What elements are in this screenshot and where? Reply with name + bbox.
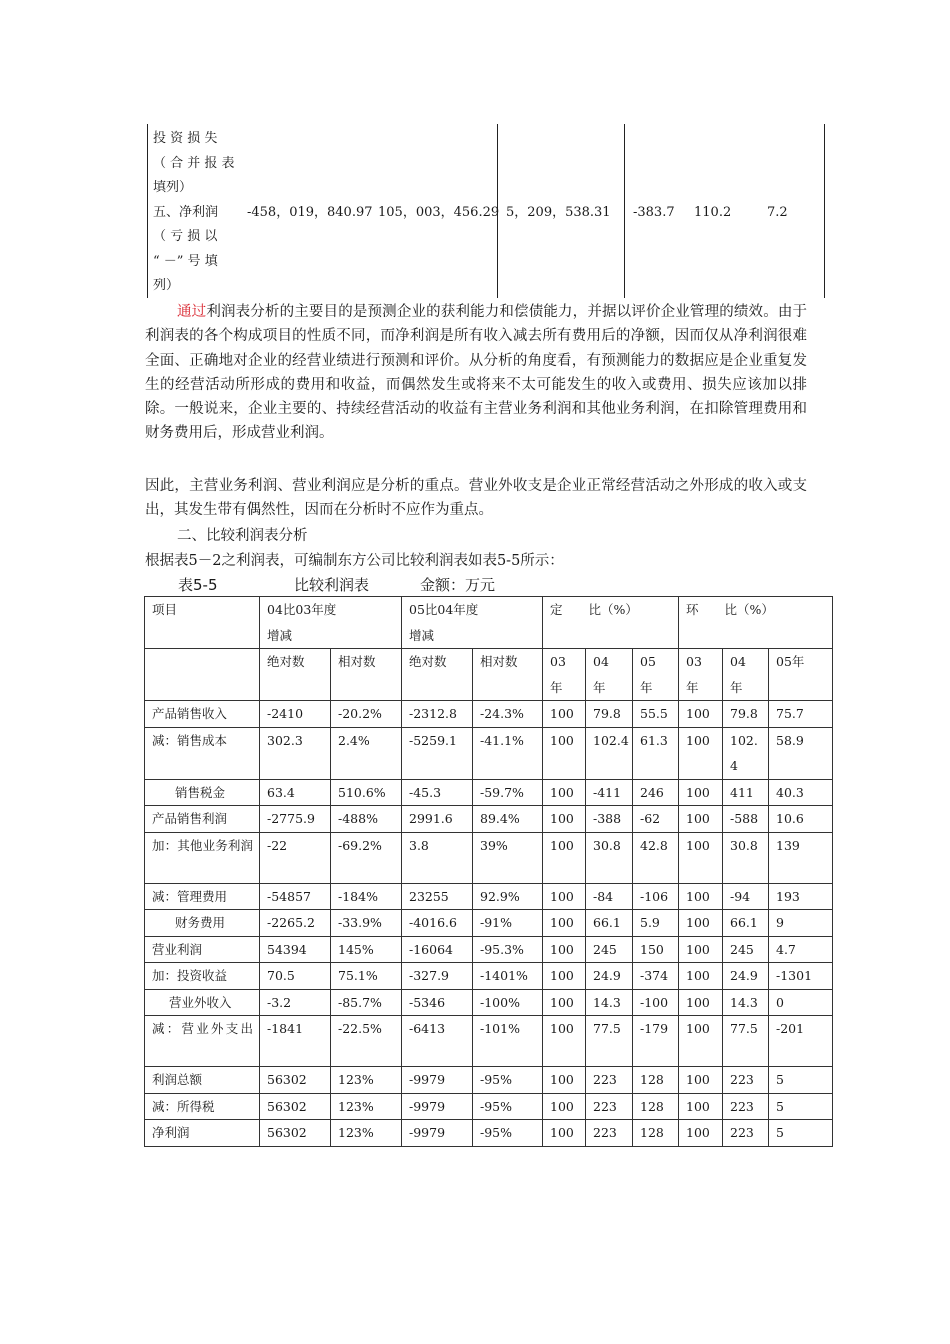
table-cell: 102.4 (586, 727, 633, 779)
table-cell: 100 (543, 779, 586, 806)
table-row (145, 701, 833, 728)
table-cell: 24.9 (586, 963, 633, 990)
table-cell: 77.5 (586, 1016, 633, 1067)
table-cell: 5 (769, 1067, 833, 1094)
table-cell: -95% (473, 1120, 543, 1147)
table-cell: 55.5 (633, 701, 679, 728)
label-line (153, 274, 237, 299)
table-cell: -1301 (769, 963, 833, 990)
table-unit: 金额：万元 (420, 576, 496, 594)
table-row (145, 779, 833, 806)
header-text: 比（%） (724, 602, 774, 617)
header-rel-1: 相对数 (331, 649, 402, 701)
table-cell: -95% (473, 1067, 543, 1094)
table-cell: 302.3 (260, 727, 331, 779)
table-cell: -4016.6 (402, 910, 473, 937)
table-cell: 128 (633, 1067, 679, 1094)
table-cell: 66.1 (723, 910, 769, 937)
table-cell: 193 (769, 883, 833, 910)
table-cell: 100 (543, 910, 586, 937)
label-line (153, 176, 237, 201)
table-cell: -1841 (260, 1016, 331, 1067)
table-cell: -100% (473, 989, 543, 1016)
table-cell: 100 (679, 1016, 723, 1067)
table-row (145, 989, 833, 1016)
table-cell: -106 (633, 883, 679, 910)
table-cell: -1401% (473, 963, 543, 990)
header-text: 年 (640, 679, 653, 695)
table-cell: 100 (679, 779, 723, 806)
table-cell: 100 (543, 963, 586, 990)
label-text: （ 合 并 报 表 (153, 155, 235, 171)
label-line (153, 225, 237, 250)
table-cell: 92.9% (473, 883, 543, 910)
comparison-income-statement-table (144, 596, 833, 1147)
table-cell: 100 (543, 1016, 586, 1067)
table-cell: -54857 (260, 883, 331, 910)
table-cell: -85.7% (331, 989, 402, 1016)
table-cell: -6413 (402, 1016, 473, 1067)
paragraph-analysis-focus: 因此，主营业务利润、营业利润应是分析的重点。营业外收支是企业正常经营活动之外形成的收入或支出，其发生带有偶然性，因而在分析时不应作为重点。 (145, 478, 807, 519)
table-cell: 100 (543, 727, 586, 779)
table-cell: 223 (586, 1067, 633, 1094)
table-cell: 100 (543, 1120, 586, 1147)
table-cell: 100 (679, 963, 723, 990)
table-cell: 510.6% (331, 779, 402, 806)
table-cell: 102.4 (723, 727, 769, 779)
header-chain-04 (723, 649, 769, 701)
row-label-investment-loss (153, 127, 237, 299)
row-label: 加：其他业务利润 (145, 832, 260, 883)
table-title: 比较利润表 (294, 576, 370, 594)
row-label: 减：销售成本 (145, 727, 260, 779)
table-cell: 77.5 (723, 1016, 769, 1067)
header-text: 定 (550, 602, 563, 617)
table-cell: 100 (679, 1067, 723, 1094)
table-body (145, 701, 833, 1147)
header-text: 04 (593, 654, 609, 669)
continuation-table (147, 124, 825, 298)
row-label: 减：管理费用 (145, 883, 260, 910)
row-label: 净利润 (145, 1120, 260, 1147)
table-cell: -5346 (402, 989, 473, 1016)
table-cell: -95.3% (473, 936, 543, 963)
table-cell: 58.9 (769, 727, 833, 779)
table-cell: 30.8 (586, 832, 633, 883)
header-row-2 (145, 649, 833, 701)
table-cell: -9979 (402, 1067, 473, 1094)
highlighted-word: 通过 (177, 304, 207, 320)
table-cell: -94 (723, 883, 769, 910)
table-number: 表5-5 (178, 576, 218, 594)
table-cell: 223 (723, 1120, 769, 1147)
table-cell: -41.1% (473, 727, 543, 779)
table-cell: 39% (473, 832, 543, 883)
row-label: 营业外收入 (145, 989, 260, 1016)
header-chain-ratio (679, 597, 833, 649)
table-cell: 123% (331, 1067, 402, 1094)
label-text: 投 资 损 失 (153, 131, 218, 146)
table-cell: 123% (331, 1093, 402, 1120)
row-label: 利润总额 (145, 1067, 260, 1094)
row-label: 加：投资收益 (145, 963, 260, 990)
header-chain-05: 05年 (769, 649, 833, 701)
header-text: 04 (730, 654, 746, 669)
table-cell: 2991.6 (402, 806, 473, 833)
table-cell: 128 (633, 1120, 679, 1147)
table-cell: 100 (679, 883, 723, 910)
row-label: 销售税金 (145, 779, 260, 806)
table-cell: 100 (543, 832, 586, 883)
table-cell: -5259.1 (402, 727, 473, 779)
paragraph-analysis-purpose (145, 300, 807, 446)
section-heading: 二、比较利润表分析 (177, 528, 308, 544)
table-border-right (824, 124, 825, 298)
row-label: 减：营业外支出 (145, 1016, 260, 1067)
table-cell: 100 (679, 1120, 723, 1147)
table-cell: 75.1% (331, 963, 402, 990)
table-cell: 14.3 (586, 989, 633, 1016)
table-cell: -101% (473, 1016, 543, 1067)
header-text: 比（%） (588, 602, 638, 617)
net-profit-pct-2: 110.2 (694, 205, 732, 220)
table-cell: -62 (633, 806, 679, 833)
table-cell: -45.3 (402, 779, 473, 806)
table-cell: 100 (679, 832, 723, 883)
label-text: 五、净利润 (153, 204, 219, 220)
table-border-left (147, 124, 148, 298)
table-cell: -488% (331, 806, 402, 833)
table-cell: 223 (723, 1093, 769, 1120)
table-cell: 223 (723, 1067, 769, 1094)
table-cell: 128 (633, 1093, 679, 1120)
table-cell: 5 (769, 1120, 833, 1147)
table-cell: 100 (679, 989, 723, 1016)
row-label: 减：所得税 (145, 1093, 260, 1120)
table-cell: 56302 (260, 1120, 331, 1147)
table-cell: 100 (543, 989, 586, 1016)
table-cell: 100 (543, 1093, 586, 1120)
table-cell: 30.8 (723, 832, 769, 883)
table-cell: 75.7 (769, 701, 833, 728)
table-cell: 411 (723, 779, 769, 806)
table-cell: -184% (331, 883, 402, 910)
table-cell: 14.3 (723, 989, 769, 1016)
table-cell: -201 (769, 1016, 833, 1067)
table-row (145, 1093, 833, 1120)
table-cell: -20.2% (331, 701, 402, 728)
header-item: 项目 (145, 597, 260, 649)
table-cell: -588 (723, 806, 769, 833)
table-cell: 70.5 (260, 963, 331, 990)
net-profit-value-1: -458，019，840.97 (247, 205, 373, 220)
table-cell: 56302 (260, 1067, 331, 1094)
row-label: 营业利润 (145, 936, 260, 963)
table-cell: -22.5% (331, 1016, 402, 1067)
table-cell: 10.6 (769, 806, 833, 833)
table-cell: 3.8 (402, 832, 473, 883)
table-row (145, 1067, 833, 1094)
table-cell: 66.1 (586, 910, 633, 937)
table-cell: 100 (543, 883, 586, 910)
table-cell: 100 (543, 936, 586, 963)
table-cell: -179 (633, 1016, 679, 1067)
table-cell: 223 (586, 1120, 633, 1147)
table-cell: -95% (473, 1093, 543, 1120)
header-text: 环 (686, 602, 699, 617)
header-text: 05 (640, 654, 656, 669)
table-cell: 100 (679, 910, 723, 937)
table-cell: 79.8 (586, 701, 633, 728)
table-cell: 246 (633, 779, 679, 806)
table-cell: -327.9 (402, 963, 473, 990)
table-row (145, 1120, 833, 1147)
header-chain-03 (679, 649, 723, 701)
header-text: 04比03年度 (267, 602, 337, 617)
table-row (145, 936, 833, 963)
header-fixed-03 (543, 649, 586, 701)
table-cell: -2312.8 (402, 701, 473, 728)
header-text: 年 (686, 679, 699, 695)
header-text: 年 (593, 679, 606, 695)
table-row (145, 963, 833, 990)
table-cell: 5 (769, 1093, 833, 1120)
row-label: 产品销售利润 (145, 806, 260, 833)
net-profit-value-3: 5，209，538.31 (506, 205, 611, 220)
header-fixed-base-ratio (543, 597, 679, 649)
table-cell: 100 (679, 727, 723, 779)
table-cell: 0 (769, 989, 833, 1016)
header-row-1 (145, 597, 833, 649)
table-cell: 24.9 (723, 963, 769, 990)
table-cell: 2.4% (331, 727, 402, 779)
header-04vs03 (260, 597, 402, 649)
header-text: 年 (550, 679, 563, 695)
header-abs-2: 绝对数 (402, 649, 473, 701)
table-cell: 23255 (402, 883, 473, 910)
label-line (153, 152, 237, 177)
table-cell: 40.3 (769, 779, 833, 806)
table-row (145, 806, 833, 833)
table-row (145, 883, 833, 910)
header-text: 03 (686, 654, 702, 669)
table-cell: 89.4% (473, 806, 543, 833)
label-line (153, 250, 237, 275)
header-text: 年 (730, 679, 743, 695)
table-row (145, 727, 833, 779)
table-cell: -69.2% (331, 832, 402, 883)
table-cell: 100 (679, 936, 723, 963)
table-cell: -388 (586, 806, 633, 833)
label-text: （ 亏 损 以 (153, 229, 218, 244)
table-cell: -33.9% (331, 910, 402, 937)
table-cell: 245 (586, 936, 633, 963)
net-profit-pct-3: 7.2 (767, 205, 788, 220)
header-05vs04 (402, 597, 543, 649)
table-cell: -91% (473, 910, 543, 937)
table-cell: 139 (769, 832, 833, 883)
table-cell: 56302 (260, 1093, 331, 1120)
table-cell: -100 (633, 989, 679, 1016)
label-line (153, 201, 237, 226)
row-label: 财务费用 (145, 910, 260, 937)
label-text: 列） (153, 278, 180, 293)
table-cell: 42.8 (633, 832, 679, 883)
table-row (145, 910, 833, 937)
table-cell: -374 (633, 963, 679, 990)
table-cell: -9979 (402, 1093, 473, 1120)
table-cell: -59.7% (473, 779, 543, 806)
header-abs-1: 绝对数 (260, 649, 331, 701)
header-text: 05比04年度 (409, 602, 479, 617)
header-fixed-05 (633, 649, 679, 701)
table-cell: -9979 (402, 1120, 473, 1147)
table-cell: 54394 (260, 936, 331, 963)
table-cell: -22 (260, 832, 331, 883)
table-cell: -3.2 (260, 989, 331, 1016)
row-label: 产品销售收入 (145, 701, 260, 728)
table-cell: 123% (331, 1120, 402, 1147)
table-cell: 150 (633, 936, 679, 963)
table-cell: 5.9 (633, 910, 679, 937)
table-cell: 100 (679, 701, 723, 728)
paragraph-text: 利润表分析的主要目的是预测企业的获利能力和偿债能力，并据以评价企业管理的绩效。由于利润表的各个构成项目的性质不同，而净利润是所有收入减去所有费用后的净额，因而仅从净利润很难全面、正确地对企业的经营业绩进行预测和评价。从分析的角度看，有预测能力的数据应是企业重复发生的经营活动所形成的费用和收益，而偶然发生或将来不太可能发生的收入或费用、损失应该加以排除。一般说来，企业主要的、持续经营活动的收益有主营业务利润和其他业务利润，在扣除管理费用和财务费用后，形成营业利润。 (145, 304, 807, 442)
table-cell: 61.3 (633, 727, 679, 779)
table-cell: 63.4 (260, 779, 331, 806)
table-row (145, 1016, 833, 1067)
table-cell: -2265.2 (260, 910, 331, 937)
table-cell: 100 (679, 806, 723, 833)
label-text: “ －” 号 填 (153, 253, 218, 269)
table-row (145, 832, 833, 883)
header-empty (145, 649, 260, 701)
header-rel-2: 相对数 (473, 649, 543, 701)
table-cell: -84 (586, 883, 633, 910)
table-cell: 4.7 (769, 936, 833, 963)
header-text: 增减 (267, 627, 293, 643)
header-text: 增减 (409, 627, 435, 643)
table-divider (624, 124, 625, 298)
table-cell: 100 (679, 1093, 723, 1120)
table-cell: 145% (331, 936, 402, 963)
label-text: 填列） (153, 180, 193, 195)
table-cell: 9 (769, 910, 833, 937)
net-profit-pct-1: -383.7 (633, 205, 675, 220)
table-cell: -2410 (260, 701, 331, 728)
table-cell: -2775.9 (260, 806, 331, 833)
label-line (153, 127, 237, 152)
table-cell: 223 (586, 1093, 633, 1120)
table-cell: 100 (543, 701, 586, 728)
table-cell: -411 (586, 779, 633, 806)
table-cell: -24.3% (473, 701, 543, 728)
table-cell: -16064 (402, 936, 473, 963)
table-cell: 79.8 (723, 701, 769, 728)
table-cell: 245 (723, 936, 769, 963)
net-profit-value-2: 105，003，456.29 (378, 205, 500, 220)
intro-line: 根据表5－2之利润表，可编制东方公司比较利润表如表5-5所示： (145, 553, 564, 569)
header-fixed-04 (586, 649, 633, 701)
header-text: 03 (550, 654, 566, 669)
table-cell: 100 (543, 1067, 586, 1094)
table-cell: 100 (543, 806, 586, 833)
